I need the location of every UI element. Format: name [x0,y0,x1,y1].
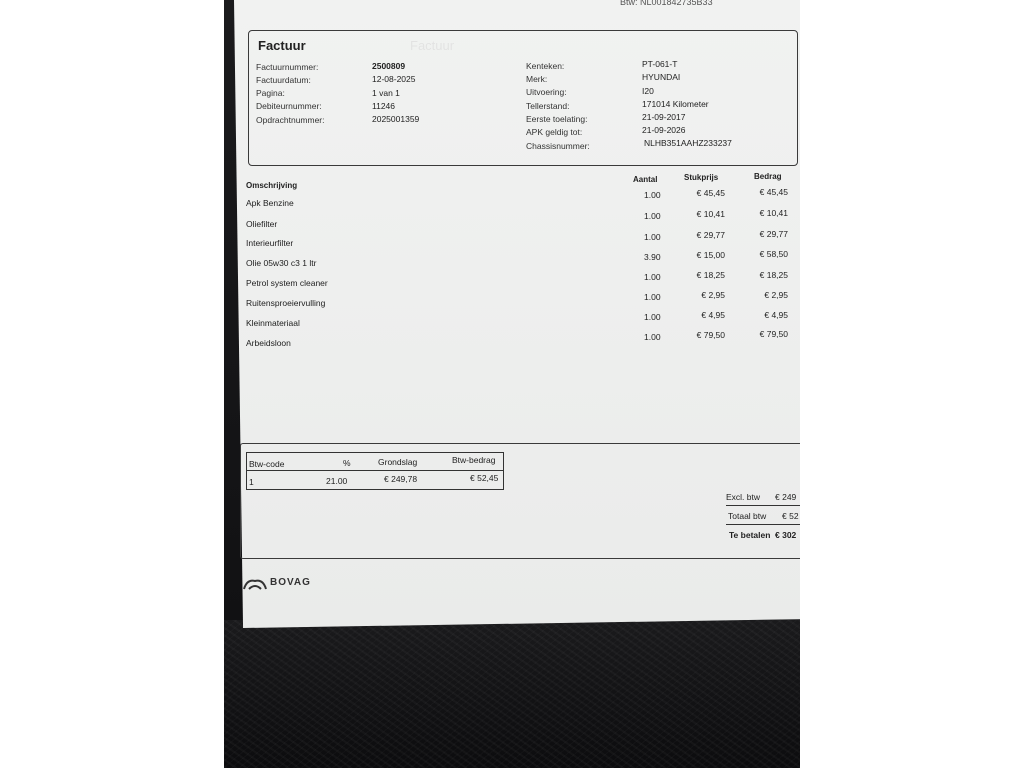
total-vat-value: € 52 [782,511,799,521]
chassis-number-value: NLHB351AAHZ233237 [644,138,732,148]
line-item-description: Ruitensproeiervulling [246,298,326,308]
vat-row-pct: 21.00 [326,476,348,486]
excl-vat-label: Excl. btw [726,492,761,502]
line-item-unit: € 18,25 [696,270,725,280]
vat-table-separator [246,470,504,471]
invoice-date-label: Factuurdatum: [256,75,311,85]
line-item-unit: € 79,50 [696,330,725,340]
mileage-value: 171014 Kilometer [642,99,709,109]
leather-surface [224,620,800,768]
show-through-text: Factuur [410,38,455,53]
apk-valid-until-value: 21-09-2026 [642,125,686,135]
vat-row-base: € 249,78 [384,474,418,484]
invoice-number-label: Factuurnummer: [256,62,319,72]
amount-due-value: € 302 [775,530,797,540]
invoice-title: Factuur [258,38,306,53]
line-item-qty: 3.90 [644,252,661,262]
first-registration-value: 21-09-2017 [642,112,686,122]
col-unit-price-header: Stukprijs [684,173,719,182]
line-item-unit: € 45,45 [696,188,725,198]
line-item-qty: 1.00 [644,232,661,242]
line-item-qty: 1.00 [644,312,661,322]
debtor-number-label: Debiteurnummer: [256,101,322,111]
license-plate-value: PT-061-T [642,59,678,69]
line-item-amount: € 79,50 [759,329,788,339]
total-vat-label: Totaal btw [728,511,767,521]
model-value: I20 [642,86,654,96]
vat-col-pct-header: % [343,458,351,468]
page-label: Pagina: [256,88,285,98]
line-item-amount: € 4,95 [764,310,788,320]
line-item-description: Interieurfilter [246,238,294,248]
vat-row-code: 1 [249,477,254,487]
debtor-number-value: 11246 [372,101,396,111]
btw-number-top: Btw: NL001842735B33 [620,0,713,7]
excl-vat-value: € 249 [775,492,797,502]
amount-due-label: Te betalen [729,530,771,540]
line-item-amount: € 10,41 [759,208,788,218]
line-item-qty: 1.00 [644,272,661,282]
line-item-description: Oliefilter [246,219,278,229]
line-item-description: Petrol system cleaner [246,278,328,288]
first-registration-label: Eerste toelating: [526,114,588,124]
line-item-description: Apk Benzine [246,198,294,208]
page-value: 1 van 1 [372,88,400,98]
line-item-unit: € 15,00 [696,250,725,260]
order-number-value: 2025001359 [372,114,420,124]
invoice-date-value: 12-08-2025 [372,74,416,84]
line-item-qty: 1.00 [644,211,661,221]
line-item-amount: € 29,77 [759,229,788,239]
line-item-amount: € 2,95 [764,290,788,300]
brand-label: Merk: [526,74,548,84]
line-item-amount: € 58,50 [759,249,788,259]
col-amount-header: Bedrag [754,172,782,181]
line-item-description: Olie 05w30 c3 1 ltr [246,258,317,268]
line-item-unit: € 2,95 [701,290,725,300]
totals-divider-1 [726,505,800,506]
bovag-logo-icon [243,578,267,590]
mileage-label: Tellerstand: [526,101,570,111]
col-qty-header: Aantal [633,175,658,184]
line-item-unit: € 10,41 [696,209,725,219]
line-item-description: Arbeidsloon [246,338,291,348]
invoice-number-value: 2500809 [372,61,406,71]
line-item-description: Kleinmateriaal [246,318,300,328]
col-description-header: Omschrijving [246,181,298,190]
line-item-unit: € 4,95 [701,310,725,320]
line-item-unit: € 29,77 [696,230,725,240]
chassis-number-label: Chassisnummer: [526,141,590,151]
line-item-qty: 1.00 [644,292,661,302]
brand-value: HYUNDAI [642,72,681,82]
vat-col-amount-header: Btw-bedrag [452,455,496,465]
model-label: Uitvoering: [526,87,567,97]
apk-valid-until-label: APK geldig tot: [526,127,583,137]
bovag-logo-text: BOVAG [270,577,311,588]
vat-col-code-header: Btw-code [249,459,285,469]
line-item-amount: € 45,45 [759,187,788,197]
vat-col-base-header: Grondslag [378,457,418,467]
license-plate-label: Kenteken: [526,61,565,71]
totals-divider-2 [726,524,800,525]
order-number-label: Opdrachtnummer: [256,115,325,125]
line-item-qty: 1.00 [644,190,661,200]
vat-row-amount: € 52,45 [470,473,499,483]
line-item-qty: 1.00 [644,332,661,342]
line-item-amount: € 18,25 [759,270,788,280]
